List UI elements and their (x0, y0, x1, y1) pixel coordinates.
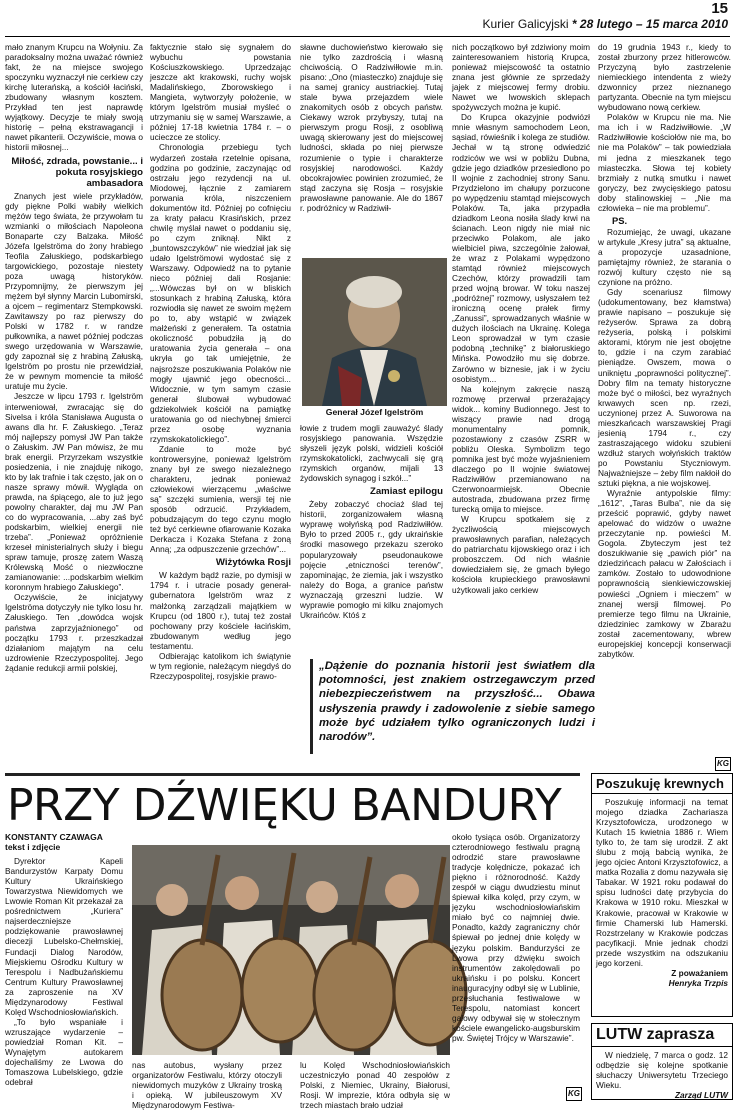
paragraph: Rozumiejąc, że uwagi, ukazane w artykule „Kresy jutra” są aktualne, a propozycje uzasadnione, pamiętajmy również, że starania o rozwój kultury często nie są czynione na próżno. (598, 226, 731, 288)
article-column-3-bottom (300, 423, 443, 653)
paragraph: łowie z trudem mogli zauważyć ślady rosyjskiego panowania. Wszędzie słyszeli język polski, widzieli kościół rzymskokatolicki, zachwycali się grą rzymskich organów, mijali 13 żydowskich synagog i szkół...” (300, 423, 443, 484)
ps-heading: PS. (612, 214, 628, 226)
bandura-column-4 (452, 832, 580, 1088)
portrait-illustration (302, 258, 447, 406)
page-header (0, 0, 735, 42)
paragraph: „To było wspaniałe i wzruszające wydarzenie – powiedział Roman Kit. – Wynajętym autokarem dojechaliśmy ze Lwowa do Tomaszowa Lubelskiego, gdzie odebrał (5, 1016, 123, 1088)
header-rule (5, 36, 730, 37)
issue-dates: 28 lutego – 15 marca 2010 (579, 17, 728, 31)
paragraph: Chronologia przebiegu tych wydarzeń została rzetelnie opisana, godzina po godzinie, zaczynając od ostrzału jego rezydencji na ul. Miodowej, łącznie z zamiarem porwania króla, niszczeniem dokumentów itd. Później po cofnięciu za kraty pałacu Krasińskich, przez chwilę myślał nawet o poddaniu się, po czym zniknął. Nikt z „buntowszczyków” nie wiedział jak się udało Igelströmowi wydostać się z Warszawy. Odpowiedź na to pytanie nieco później dali Rosjanie: „...Wówczas był on w bliskich stosunkach z hrabiną Załuską, która rozwiodła się nawet ze swoim mężem po to, aby wstąpić w związek małżeński z generałem. Ta ostatnia okoliczność pobudziła ją do uratowania życia generała – ona ukryła go tak umiejętnie, że najsroższe poszukiwania Polaków nie mogły ujawnić jego obecności... Widocznie, w tym samym czasie generał ślubował wybudować gdziekolwiek kościół na pamiątkę uratowania go od niechybnej śmierci przez osobę wyznania rzymskokatolickiego”. (150, 142, 291, 444)
byline-role: tekst i zdjęcie (5, 842, 61, 853)
paragraph: Gdy scenariusz filmowy (udokumentowany, bez kłamstwa) prawie napisano – poszukuje się reżyserów. Sprawa za dobrą reżyseria, polską i polskimi aktorami, którym nie jest obojętne to, gdzie i na czym zarabiać pieniądze. Owszem, mowa o unikniętu „poprawności politycznej”. Dobry film na tematy historyczne może być o miłości, bez wyraźnych krwawych scen np. rzezi, uczynionej przez A. Suworowa na mieszkańcach warszawskiej Pragi jesienią 1794 r., czy zastraszającego widoku szubieni wzdłuż starych wołyńskich traktów po Powstaniu Styczniowym. Najważniejsze – żeby film nakłoił do sztuki piękna, a nie wojskowej. (598, 287, 731, 489)
section-heading: Wiżytówka Rosji (215, 557, 291, 569)
paragraph: W Krupcu spotkałem się z życzliwością miejscowych prawosławnych parafian, należących do patriarchatu kijowskiego oraz i ich proboszczem. Od nich właśnie dowiedziałem się, że gmach byłego kościoła krupieckiego prawosławni użytkowali jako cerkiew (452, 514, 590, 595)
section-heading: Zamiast epilogu (369, 486, 443, 498)
paragraph: Oczywiście, że inicjatywy Igelströma dotyczyły nie tylko losu hr. Załuskiego. Ten „dowódca wojsk państwa zaprzyjaźnionego” od początku 1793 r. przeszkadzał działaniom majątym na celu uzdrowienie Rzeczypospolitej. Jego żądanie redukcji armii polskiej, (5, 592, 143, 673)
notice-body (592, 794, 732, 991)
section-heading: Miłość, zdrada, powstanie... i pokuta rosyjskiego ambasadora (11, 155, 143, 189)
masthead (483, 17, 728, 31)
notice-title: Poszukuję krewnych (592, 774, 732, 794)
portrait-caption: Generał Józef Igelström (325, 407, 424, 417)
notice-box-relatives (591, 773, 733, 1017)
article-column-1 (5, 42, 143, 772)
article-column-2 (150, 42, 291, 772)
paragraph: do 19 grudnia 1943 r., kiedy to został zburzony przez hitlerowców. Przyczyną było zastrzelenie niemieckiego intendenta z wieży dzwonnicy przez nieznanego partyzanta. Obecnie na tym miejscu wybudowano nową cerkiew. (598, 42, 731, 113)
paragraph: nich początkowo był zdziwiony moim zainteresowaniem historią Krupca, ponieważ miejscowość ta ostatnio znana jest głównie ze sprzedaży jajek z miejscowej fermy drobiu. Nawet we lwowskich sklepach spożywczych można je kupić. (452, 42, 590, 113)
paragraph: nas autobus, wysłany przez organizatorów Festiwalu, którzy otoczyli niewidomych muzyków z Ukrainy troską i opieką. W jubileuszowym XV Międzynarodowym Festiwa- (132, 1060, 282, 1110)
paragraph: Na kolejnym zakręcie naszą rozmowę przerwał przerażający widok... kominy Budionnego. Jest to wiszący prawie nad drogą monumentalny pomnik, pozostawiony z czasów ZSRR w pobliżu Oleska. Symbolizm tego pomnika jest być może wyjaśnieniem dlaczego po II wojnie światowej Radziwiłłów przemianowano na Czerwonoarmiejsk. Obecnie autostrada, zbudowana przez firmę turecką omija to miejsce. (452, 383, 590, 515)
signature-name: Zarząd LUTW (674, 1090, 728, 1101)
signature-line: Z poważaniem (671, 967, 728, 978)
paragraph: Żeby zobaczyć chociaż ślad tej historii, zorganizowałem własną wyprawę wołyńską pod Radziwiłłów. Było to przed 2005 r., gdy ukraińskie środki masowego przekazu szeroko popularyzowały pseudonaukowe pojęcie „etniczności terenów”, zapominając, że ziemia, jak i wszystko należy do Boga, a granice państw wyznaczają grzeszni ludzie. W wyprawie pomogło mi kilku znajomych Ukraińców. Któś z (300, 499, 443, 620)
bandura-photo (132, 845, 450, 1055)
paragraph: Do Krupca okazyjnie podwiózł mnie własnym samochodem Leon, sąsiad, rówieśnik i kolega ze studiów. Jechał w tą stronę odwiedzić rodziców we wsi w pobliżu Dubna, gdzie jego dziadków przesiedlono po II wojnie z zachodniej strony Sanu. Przydzielono im chałupy porzucone po wypędzeniu stamtąd miejscowych Polaków. Ta, jaka przypadła dziadkom Leona nosiła ślady krwi na ścianach. Leon nigdy nie miał nic przeciwko Polakom, ale jako wielbiciel piwa, szczególnie żałował, że wraz z Polakami wypędzono stamtąd również miejscowych Czechów, którzy prowadzili tam przed wojną browar. W toku naszej „podróżnej” rozmowy, usłyszałem też ironiczną ocenę prałek firmy „Zanussi”, sprowadzanych właśnie w dużych ilościach na Ukrainę. Kolega Leon sprowadzał w tym czasie podobną „technikę” z białoruskiego Mińska. Powodziło mu się dobrze. Zarówno w biznesie, jak i w życiu osobistym... (452, 112, 590, 384)
paragraph: Zdanie to może być kontrowersyjne, ponieważ Igelström znany był ze swego niezależnego charakteru, jednak ponieważ człowiekowi wierzącemu „właściwe są” szczęki sumienia, wersji tej nie sposób odrzucić. Przykładem, pobudzającym do tego czynu mogło też być cerkiewne ofiarowanie Kozaka Derkacza i Kozaka Stefana z żoną Anną; „za odpuszczenie grzechów”... (150, 443, 291, 555)
bandura-players-illustration (132, 845, 450, 1055)
kg-badge: KG (566, 1087, 582, 1101)
paragraph: Znanych jest wiele przykładów, gdy piękne Polki wabiły wielkich mężów tego świata, że przywołam tu wzmianki o miłościach Napoleona Bonaparte czy Balzaka. Miłość Józefa Igelströma do żony hrabiego Teofila Załuskiego, podskarbiego targowickiego, pozostaje niestety poza uwagą historyków. Przypomnijmy, że pierwszym jej mężem był słynny Marcin Lubomirski, a ojcem – regimentarz Stempkowski. Zawitawszy po raz pierwszy do Polski w 1782 r. w randze pułkownika, a nawet później podczas swego urzędowania w Warszawie, gdy zapoznał się z hrabiną Załuską, Igelström po prostu nie przewidział, że w pewnym momencie ta miłość uratuje mu życie. (5, 190, 143, 392)
paragraph: lu Kolęd Wschodniosłowiańskich uczestniczyło ponad 40 zespołów z Polski, z Niemiec, Ukrainy, Białorusi, Rosji. W imprezie, która odbyła się w trzech miastach brało udział (300, 1060, 450, 1110)
paragraph: Poszukuję informacji na temat mojego dziadka Zachariasza Krzysztofowicza, urodzonego w Kutach 15 kwietnia 1886 r. Wiem tylko to, że tam się urodził. Z akt ślubu z moją babcią wynika, że jego ojciec Antoni Krzysztofowicz, a matka Rozalia z domu nazywała się Tabakar. W 1921 roku podawał do spisu ludności datę przybycia do Krakowa w 1910 roku. Mieszkał w Krakowie, pracował w Krakowie w firmie Chamerski lub Hamerski. Rozstrzelany w Krakowie podczas pacyfikacji. Mnie jednak chodzi przede wszystkim na odszukaniu jego korzeni. (596, 797, 728, 968)
paragraph: Dyrektor Kapeli Bandurzystów Karpaty Domu Kultury Ukraińskiego Towarzystwa Niewidomych we Lwowie Roman Kit przekazał za pośrednictwem „Kuriera” najserdeczniejsze podziękowanie prawosławnej diecezji Lubelsko-Chełmskiej, Fundacji Dialog Narodów, Miejskiemu Ośrodku Kultury w Terespolu i Nadbużańskiemu Centrum Kultury Prawosławnej za zaproszenie na XV Międzynarodowy Festiwal Kolęd Wschodniosłowiańskich. (5, 856, 123, 1017)
bandura-column-2 (132, 1060, 282, 1110)
portrait-photo (302, 258, 447, 406)
publication-name: Kurier Galicyjski (482, 17, 569, 31)
paragraph: faktycznie stało się sygnałem do wybuchu powstania Kościuszkowskiego. Uprzedzając jeszcze akt krakowski, ruchy wojsk Madalińskiego, Zborowskiego i Mangieta, wytworzyły położenie, w którym Igelström musiał myśleć o utrzymaniu się w samej Warszawie, a później 17-18 kwietnia 1784 r. – o ucieczce ze stolicy. (150, 42, 291, 143)
paragraph: Jeszcze w lipcu 1793 r. Igelström interweniował, zwracając się do Sivelsa i króla Stanisława Augusta o awans dla hr. F. Załuskiego. „Teraz mój najlepszy pomysł JW Pan także o Załuskim. JW Pan mówisz, że mu brak energii. Przyrzekam wszystkie posiedzenia, i nie znajduję nikogo, kto by lak trafnie i tak często, jak on o nasze sprawy mówił. Wygląda on prawda, na śpiącego, ale to już jego powolny charakter, daj mu JW Pan co do wypracowania, ...aby zaś być podskarbim, wielkiej energii nie trzeba”. „Ponieważ opróżnienie krzeseł ministerialnych służy i biegu spraw tamuje, proszę zatem Waszą Królewską Mość o niezwłoczne zamianowanie: ...podskarbim wielkim koronnym hrabiego Załuskiego”. (5, 391, 143, 593)
paragraph: około tysiąca osób. Organizatorzy czterodniowego festiwalu pragną odrodzić stare prawosławne tradycje kolędnicze, pokazać ich piękno i różnorodność. Każdy zespół w ciągu dwudziestu minut śpiewał kilka kolęd, przy czym, w języku wschodniosłowiańskim miało być co najmniej dwie. Ponadto, każdy zagraniczny chór śpiewał po jednej dnie kolędy w języku polskim. Bandurzyści ze Lwowa przy dźwięku swoich instrumentów zakolędowali po ukraińsku i po polsku. Koncert inauguracyjny odbył się w Lublinie, przesłuchania festiwalowe w Terespolu, natomiast koncert galowy odbywał się w stołecznym kościele ewangelicko-augsburskim pw. Świętej Trójcy w Warszawie”. (452, 832, 580, 1043)
bandura-column-3 (300, 1060, 450, 1110)
paragraph: W każdym bądź razie, po dymisji w 1794 r. i utracie posady generał-gubernatora Igelström wraz z małżonką zarządzali majątkiem w Krupcu (od 1800 r.), tutaj też został pochowany przy kościele łacińskim, zbudowanym według jego testamentu. (150, 570, 291, 651)
article-column-4 (452, 42, 590, 654)
signature-name: Henryka Trzpis (668, 977, 728, 988)
kg-badge: KG (715, 757, 731, 771)
paragraph: W niedzielę, 7 marca o godz. 12 odbędzie się kolejne spotkanie słuchaczy Uniwersytetu Trzeciego Wieku. (596, 1050, 728, 1091)
paragraph: Polaków w Krupcu nie ma. Nie ma ich i w Radziwiłłowie. „W Radziwiłłowie kościołów nie ma, bo nie ma Polaków” – tak powiedziała mi jedna z mieszkanek tego miasteczka. Słowa tej kobiety brzmiały z nutką smutku i nawet goryczy, bez zwycięskiego patosu doby stalinowskiej – „Nie ma człowieka – nie ma problemu”. (598, 112, 731, 213)
page-number: 15 (711, 0, 728, 17)
article-column-5 (598, 42, 731, 757)
notice-body (592, 1047, 732, 1103)
paragraph: Wyraźnie antypolskie filmy: „1612”, „Taras Bulba”, nie da się prześcić poprawić, gdyby nawet apelować do widzów o uważne przeczytanie np. powieści M. Gogola. Zbyteczym jest też doszukiwanie się „pawich piór” na dziedzińcach pałacu w Załościach i zamków. Zostało to udowodnione poprawnością sienkiewiczowskiej powieści „Ogniem i mieczem” w znanej wersji filmowej. Po premierze tego filmu na Ukrainie, dziedziniec zamkowy w Zbarażu został zacementowany, wbrew europejskiej koncepcji konserwacji zabytków. (598, 488, 731, 659)
notice-title: LUTW zaprasza (592, 1024, 732, 1047)
paragraph: Odbierając katolikom ich świątynie w tym regionie, należącym niegdyś do Rzeczypospolitej, rosyjskie prawo- (150, 650, 291, 681)
bandura-column-1 (5, 832, 123, 1103)
section-divider (5, 773, 580, 776)
paragraph: sławne duchowieństwo kierowało się nie tylko zazdrością i własną chciwością. O Radziwiłłowie m.in. pisano: „Ono (miasteczko) znajduje się na samej granicy austriackiej. Tutaj stale bywa przejazdem wiele znakomitych osób z obcych państw. Ciekawy wzrok przybyszy, tutaj na pierwszym progu Rosji, z osobliwą uwagą skierowany jest do miejscowej ludności, składa po niej pierwsze rozumienie o typie i charakterze rosyjskiej narodowości. Każdy obcokrajowiec powinien zrozumieć, że stąd zaczyna się Rosja – rosyjskie prawosławne panowanie. Ale do 1867 r. podróżnicy w Radziwił- (300, 42, 443, 213)
notice-box-lutw (591, 1023, 733, 1100)
paragraph: mało znanym Krupcu na Wołyniu. Za paradoksalny można uważać również fakt, że na miejsce swojego spoczynku wyznaczył nie cerkiew czy kirchę luterańską, a kościół łaciński, zbudowany własnym kosztem. Przykład ten jest naprawdę wyjątkowy. Decyzje te miały swoją historię – pełną ekstrawagancji i nawet pikanterii. Oczywiście, mowa o historii miłosnej... (5, 42, 143, 153)
bandura-headline: PRZY DŹWIĘKU BANDURY (7, 780, 562, 831)
article-column-3-top (300, 42, 443, 256)
byline-author: KONSTANTY CZAWAGA (5, 832, 103, 842)
masthead-separator: * (568, 17, 580, 31)
pull-quote: „Dążenie do poznania historii jest światłem dla potomności, jest znakiem ostrzegawczym przed niebezpieczeństwem na przyszłość... Obawa usłyszenia prawdy i zadowolenie z siebie samego może być udziałem tylko ograniczonych ludzi i narodów”. (310, 659, 595, 754)
